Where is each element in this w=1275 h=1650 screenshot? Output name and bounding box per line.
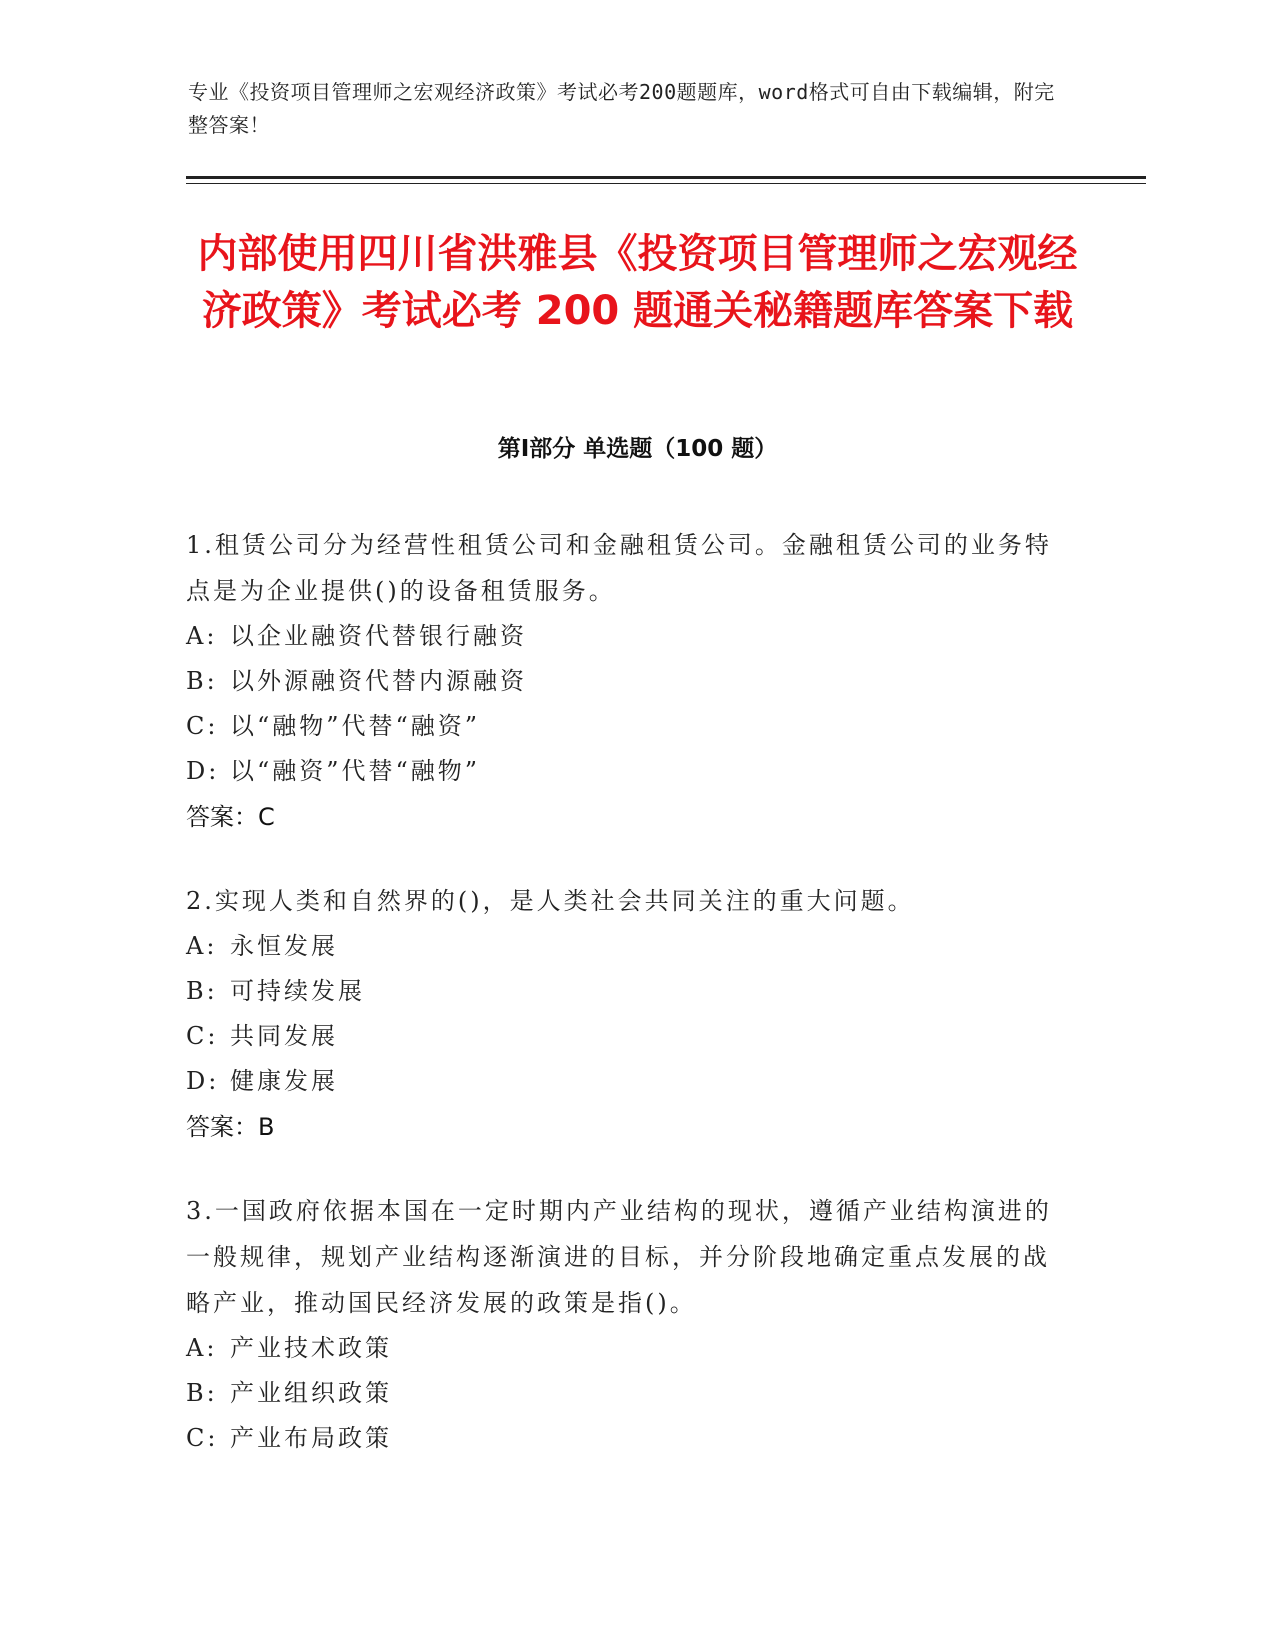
option-text: 产业技术政策 xyxy=(230,1334,392,1362)
option-text: 可持续发展 xyxy=(230,977,365,1005)
option-a xyxy=(186,924,1066,969)
question-stem: 1.租赁公司分为经营性租赁公司和金融租赁公司。金融租赁公司的业务特点是为企业提供()的设备租赁服务。 xyxy=(186,531,1052,605)
question-list xyxy=(186,522,1066,1499)
header-note: 专业《投资项目管理师之宏观经济政策》考试必考200题题库，word格式可自由下载编辑，附完整答案！ xyxy=(188,80,1055,137)
answer-label: 答案：B xyxy=(186,1113,275,1141)
document-title: 内部使用四川省洪雅县《投资项目管理师之宏观经济政策》考试必考 200 题通关秘籍题库答案下载 xyxy=(197,231,1078,334)
option-text: 以外源融资代替内源融资 xyxy=(230,667,527,695)
option-c xyxy=(186,1014,1066,1059)
option-letter: C: xyxy=(186,1022,219,1050)
option-text: 健康发展 xyxy=(230,1067,338,1095)
question-stem: 3.一国政府依据本国在一定时期内产业结构的现状，遵循产业结构演进的一般规律，规划产业结构逐渐演进的目标，并分阶段地确定重点发展的战略产业，推动国民经济发展的政策是指()。 xyxy=(186,1197,1052,1317)
option-text: 永恒发展 xyxy=(230,932,338,960)
option-letter: B: xyxy=(186,977,218,1005)
option-letter: D: xyxy=(186,1067,220,1095)
option-letter: A: xyxy=(186,932,218,960)
option-letter: D: xyxy=(186,757,220,785)
option-text: 以“融资”代替“融物” xyxy=(230,757,481,785)
question-stem: 2.实现人类和自然界的()，是人类社会共同关注的重大问题。 xyxy=(186,887,915,915)
option-text: 产业组织政策 xyxy=(230,1379,392,1407)
option-d xyxy=(186,1059,1066,1104)
option-a xyxy=(186,1326,1066,1371)
option-d xyxy=(186,749,1066,794)
option-text: 产业布局政策 xyxy=(230,1424,392,1452)
option-text: 共同发展 xyxy=(230,1022,338,1050)
option-letter: C: xyxy=(186,712,219,740)
answer-label: 答案：C xyxy=(186,803,275,831)
header-rule-thin xyxy=(186,183,1146,184)
option-letter: B: xyxy=(186,1379,218,1407)
option-letter: B: xyxy=(186,667,218,695)
option-text: 以“融物”代替“融资” xyxy=(230,712,481,740)
section-title: 第Ⅰ部分 单选题（100 题） xyxy=(497,436,778,462)
option-letter: A: xyxy=(186,622,218,650)
option-letter: A: xyxy=(186,1334,218,1362)
option-letter: C: xyxy=(186,1424,219,1452)
option-b xyxy=(186,659,1066,704)
option-c xyxy=(186,704,1066,749)
question-2 xyxy=(186,878,1066,1150)
option-c xyxy=(186,1416,1066,1461)
option-a xyxy=(186,614,1066,659)
question-3 xyxy=(186,1188,1066,1461)
header-rule-thick xyxy=(186,176,1146,179)
question-1 xyxy=(186,522,1066,840)
option-b xyxy=(186,969,1066,1014)
option-text: 以企业融资代替银行融资 xyxy=(230,622,527,650)
option-b xyxy=(186,1371,1066,1416)
